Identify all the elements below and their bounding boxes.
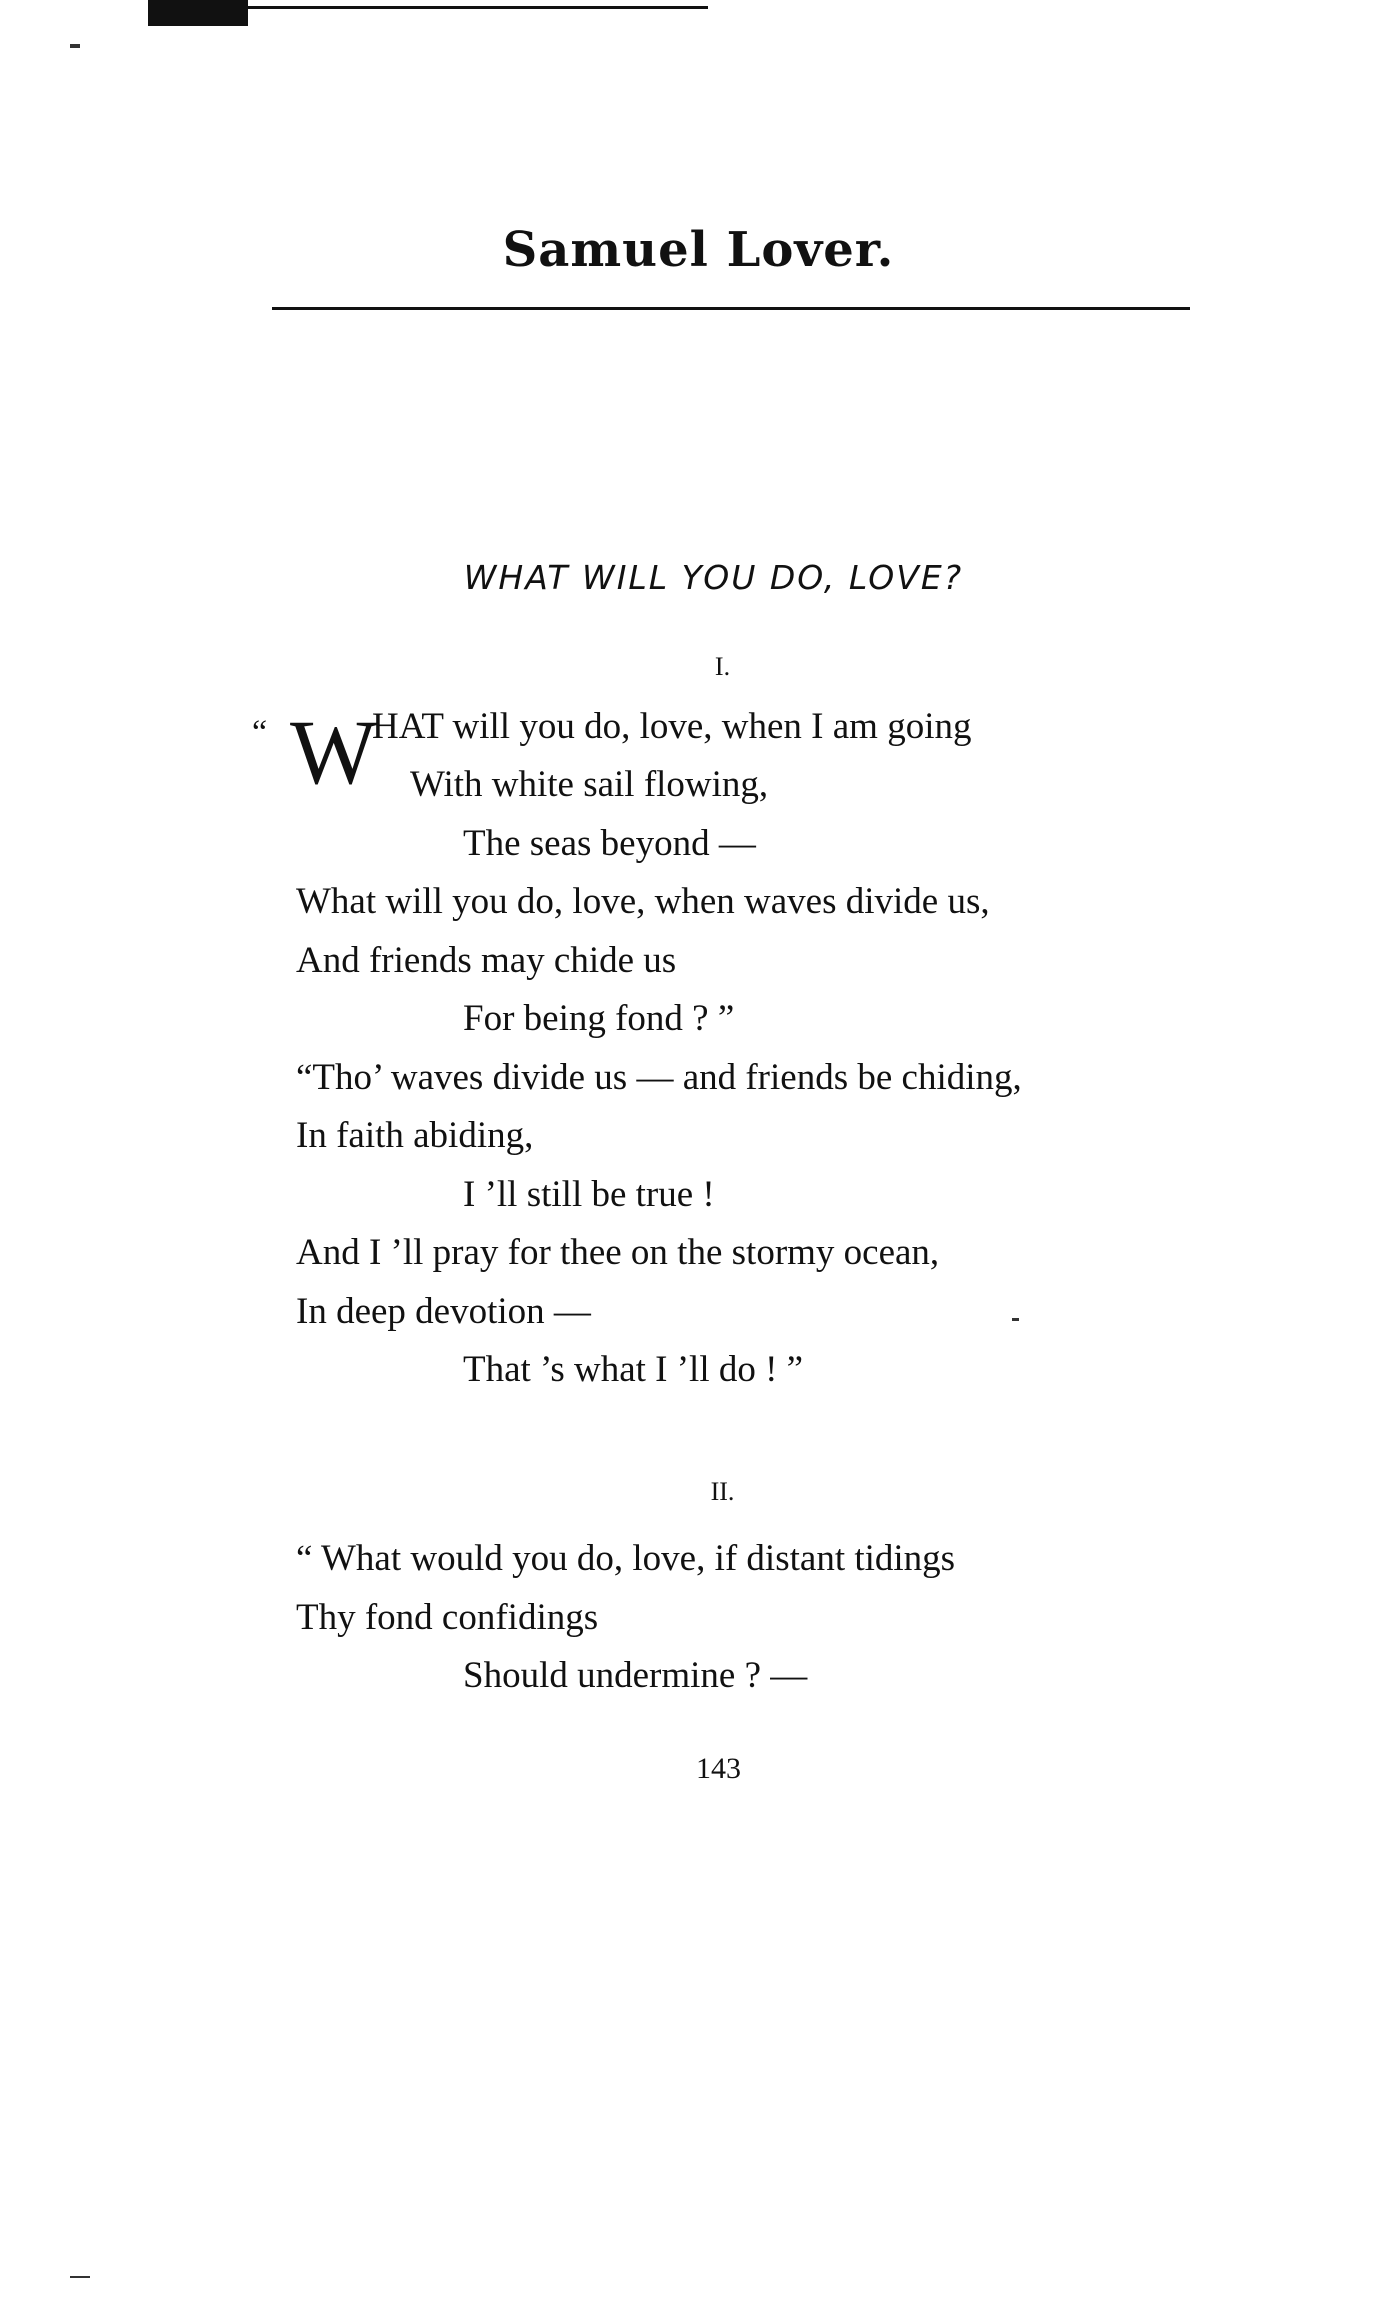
poem-title: WHAT WILL YOU DO, LOVE? [463, 558, 964, 597]
running-title: Samuel Lover. [502, 222, 895, 278]
stanza-1-line-5: And friends may chide us [296, 940, 677, 981]
page-number: 143 [696, 1752, 741, 1785]
stanza-1-line-11: In deep devotion — [296, 1291, 591, 1332]
stanza-1-numeral: I. [714, 652, 731, 681]
stanza-1-line-10: And I ’ll pray for thee on the stormy ocean, [296, 1232, 940, 1273]
print-speck [70, 2276, 90, 2278]
drop-cap: W [290, 701, 377, 803]
stanza-1-line-3: The seas beyond — [463, 823, 756, 864]
stanza-1-line-12: That ’s what I ’ll do ! ” [463, 1349, 804, 1390]
top-edge-bar-thin [248, 6, 708, 9]
stanza-2-line-3: Should undermine ? — [463, 1655, 808, 1696]
top-edge-bar [148, 0, 708, 26]
stanza-2-line-2: Thy fond confidings [296, 1597, 599, 1638]
stanza-1-line-4: What will you do, love, when waves divide us, [296, 881, 990, 922]
stanza-1-line-1: HAT will you do, love, when I am going [372, 706, 972, 747]
stanza-2-numeral: II. [710, 1477, 735, 1506]
stanza-1-line-2: With white sail flowing, [410, 764, 769, 805]
stanza-1-line-8: In faith abiding, [296, 1115, 534, 1156]
header-rule [272, 307, 1190, 310]
stanza-1-line-6: For being fond ? ” [463, 998, 735, 1039]
stanza-2-line-1: “ What would you do, love, if distant tidings [296, 1538, 956, 1579]
top-edge-bar-thick [148, 0, 248, 26]
print-speck [70, 44, 80, 48]
stanza-1-line-7: “Tho’ waves divide us — and friends be chiding, [296, 1057, 1022, 1098]
opening-quote: “ [252, 714, 268, 751]
stanza-1-line-9: I ’ll still be true ! [463, 1174, 715, 1215]
print-speck [1012, 1318, 1019, 1321]
